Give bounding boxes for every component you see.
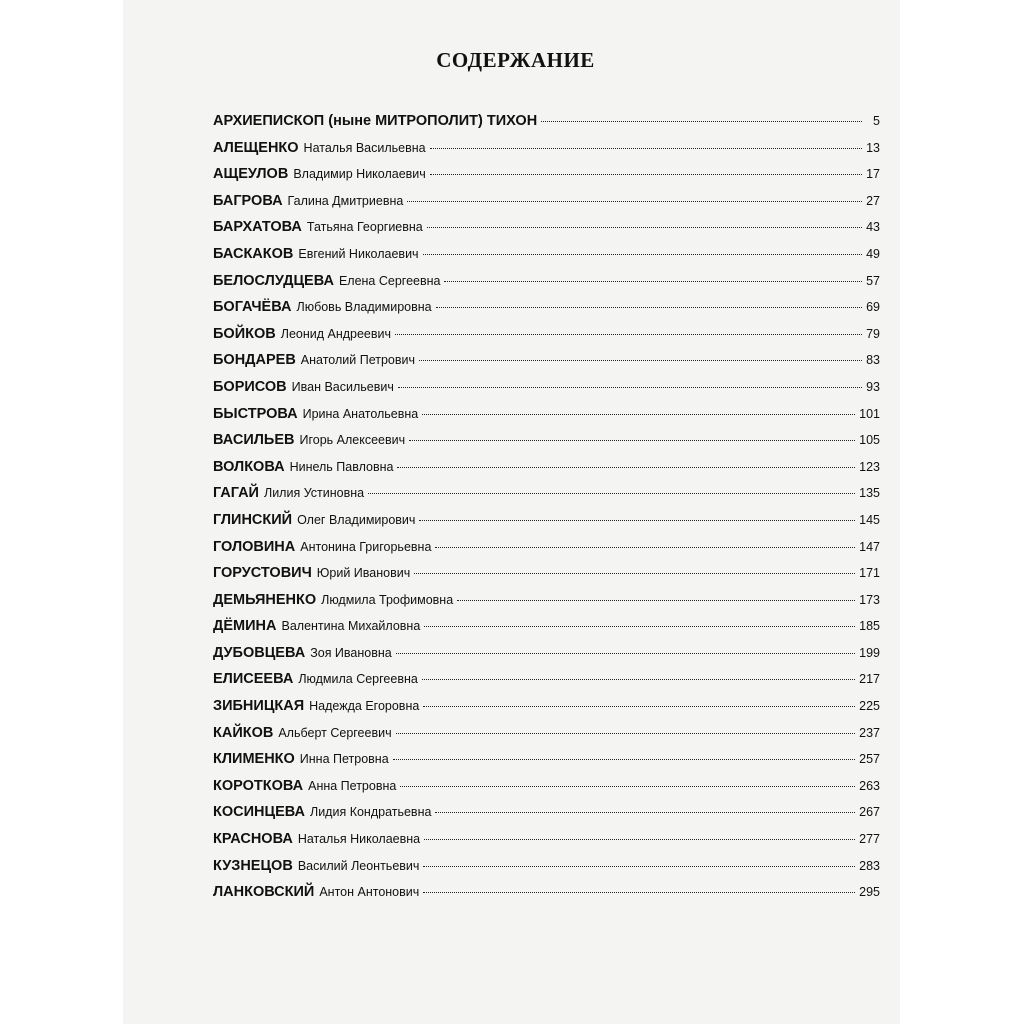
dot-leader	[424, 626, 855, 627]
dot-leader	[436, 307, 862, 308]
entry-page-number: 83	[866, 353, 880, 368]
entry-given-names: Елена Сергеевна	[338, 273, 441, 288]
entry-page-number: 237	[859, 725, 880, 740]
page-title: СОДЕРЖАНИЕ	[436, 48, 595, 72]
entry-surname: ДУБОВЦЕВА	[213, 644, 306, 661]
entry-surname: БЫСТРОВА	[213, 405, 298, 422]
entry-given-names: Ирина Анатольевна	[302, 406, 419, 421]
entry-given-names: Владимир Николаевич	[293, 167, 426, 182]
entry-surname: ГОРУСТОВИЧ	[213, 565, 312, 582]
dot-leader	[409, 440, 855, 441]
toc-entry	[213, 379, 880, 406]
toc-entry	[213, 193, 880, 220]
dot-leader	[422, 679, 855, 680]
entry-page-number: 17	[866, 167, 880, 182]
toc-entry	[213, 299, 880, 326]
toc-entry	[213, 698, 880, 725]
entry-surname: КУЗНЕЦОВ	[213, 857, 293, 874]
toc-entry	[213, 485, 880, 512]
entry-given-names: Игорь Алексеевич	[299, 433, 406, 448]
entry-surname: ЗИБНИЦКАЯ	[213, 698, 305, 715]
entry-given-names: Антон Антонович	[319, 885, 420, 900]
entry-page-number: 13	[866, 140, 880, 155]
entry-surname: КОРОТКОВА	[213, 777, 304, 794]
entry-page-number: 147	[859, 539, 880, 554]
entry-page-number: 93	[866, 379, 880, 394]
entry-surname: БАГРОВА	[213, 192, 283, 209]
dot-leader	[407, 201, 862, 202]
toc-entry	[213, 326, 880, 353]
dot-leader	[396, 733, 856, 734]
entry-surname: БОНДАРЕВ	[213, 352, 296, 369]
dot-leader	[435, 812, 855, 813]
dot-leader	[368, 493, 855, 494]
entry-given-names: Альберт Сергеевич	[278, 725, 392, 740]
entry-surname: ЕЛИСЕЕВА	[213, 671, 294, 688]
toc-entry	[213, 246, 880, 273]
toc-entry	[213, 219, 880, 246]
dot-leader	[398, 387, 862, 388]
dot-leader	[396, 653, 855, 654]
entry-page-number: 171	[859, 566, 880, 581]
entry-surname: АЛЕЩЕНКО	[213, 139, 299, 156]
dot-leader	[423, 866, 855, 867]
entry-surname: ГОЛОВИНА	[213, 538, 296, 555]
entry-given-names: Валентина Михайловна	[281, 619, 421, 634]
entry-page-number: 5	[873, 114, 880, 128]
entry-given-names: Наталья Васильевна	[303, 140, 426, 155]
entry-surname: КОСИНЦЕВА	[213, 804, 305, 821]
toc-entry	[213, 884, 880, 911]
entry-page-number: 79	[866, 326, 880, 341]
dot-leader	[419, 360, 862, 361]
entry-page-number: 185	[859, 619, 880, 634]
toc-entry	[213, 406, 880, 433]
entry-given-names: Наталья Николаевна	[297, 832, 421, 847]
entry-page-number: 295	[859, 885, 880, 900]
entry-page-number: 225	[859, 699, 880, 714]
entry-given-names: Зоя Ивановна	[310, 645, 392, 660]
entry-given-names: Евгений Николаевич	[298, 246, 419, 261]
entry-page-number: 49	[866, 246, 880, 261]
toc-entry	[213, 459, 880, 486]
dot-leader	[395, 334, 862, 335]
dot-leader	[414, 573, 855, 574]
entry-surname: БОРИСОВ	[213, 378, 287, 395]
entry-given-names: Леонид Андреевич	[280, 326, 392, 341]
toc-entry	[213, 512, 880, 539]
entry-page-number: 267	[859, 805, 880, 820]
entry-given-names: Олег Владимирович	[297, 512, 416, 527]
entry-page-number: 69	[866, 300, 880, 315]
dot-leader	[541, 121, 862, 122]
entry-page-number: 263	[859, 778, 880, 793]
toc-entry	[213, 273, 880, 300]
dot-leader	[419, 520, 855, 521]
toc-entry	[213, 725, 880, 752]
entry-surname: КЛИМЕНКО	[213, 751, 295, 768]
entry-page-number: 27	[866, 193, 880, 208]
entry-given-names: Лилия Устиновна	[263, 486, 365, 501]
dot-leader	[424, 839, 855, 840]
entry-page-number: 217	[859, 672, 880, 687]
entry-page-number: 257	[859, 752, 880, 767]
entry-surname: БЕЛОСЛУДЦЕВА	[213, 272, 334, 289]
toc-entry	[213, 645, 880, 672]
entry-page-number: 199	[859, 645, 880, 660]
entry-surname: БОГАЧЁВА	[213, 299, 292, 316]
entry-page-number: 135	[859, 486, 880, 501]
toc-entry	[213, 592, 880, 619]
entry-surname: АРХИЕПИСКОП (ныне МИТРОПОЛИТ) ТИХОН	[213, 113, 538, 129]
entry-given-names: Галина Дмитриевна	[287, 193, 404, 208]
entry-given-names: Лидия Кондратьевна	[309, 805, 432, 820]
toc-entry	[213, 432, 880, 459]
entry-given-names: Людмила Трофимовна	[321, 592, 454, 607]
toc-entry	[213, 618, 880, 645]
entry-given-names: Татьяна Георгиевна	[306, 220, 423, 235]
entry-page-number: 57	[866, 273, 880, 288]
entry-given-names: Надежда Егоровна	[309, 699, 420, 714]
entry-given-names: Инна Петровна	[299, 752, 389, 767]
entry-page-number: 105	[859, 433, 880, 448]
entry-page-number: 173	[859, 592, 880, 607]
entry-page-number: 283	[859, 858, 880, 873]
entry-given-names: Нинель Павловна	[289, 459, 394, 474]
dot-leader	[444, 281, 862, 282]
entry-given-names: Анна Петровна	[308, 778, 397, 793]
entry-page-number: 43	[866, 220, 880, 235]
entry-page-number: 101	[859, 406, 880, 421]
toc-entry	[213, 565, 880, 592]
entry-surname: БАСКАКОВ	[213, 245, 294, 262]
dot-leader	[457, 600, 855, 601]
entry-given-names: Антонина Григорьевна	[300, 539, 432, 554]
entry-surname: КРАСНОВА	[213, 831, 293, 848]
entry-surname: БАРХАТОВА	[213, 219, 302, 236]
entry-given-names: Людмила Сергеевна	[298, 672, 418, 687]
dot-leader	[423, 706, 855, 707]
dot-leader	[397, 467, 855, 468]
entry-surname: ВАСИЛЬЕВ	[213, 432, 295, 449]
dot-leader	[430, 148, 862, 149]
entry-given-names: Иван Васильевич	[291, 379, 394, 394]
toc-entry	[213, 778, 880, 805]
entry-surname: КАЙКОВ	[213, 724, 274, 741]
toc-entry	[213, 804, 880, 831]
toc-entry	[213, 831, 880, 858]
entry-page-number: 123	[859, 459, 880, 474]
dot-leader	[400, 786, 855, 787]
entry-surname: ЛАНКОВСКИЙ	[213, 884, 315, 901]
toc-entry	[213, 352, 880, 379]
entry-surname: ВОЛКОВА	[213, 458, 285, 475]
dot-leader	[393, 759, 855, 760]
book-page	[123, 0, 900, 1024]
dot-leader	[430, 174, 862, 175]
entry-surname: БОЙКОВ	[213, 325, 276, 342]
entry-surname: ГАГАЙ	[213, 485, 259, 502]
toc-entry	[213, 140, 880, 167]
entry-surname: ДЁМИНА	[213, 618, 277, 635]
dot-leader	[435, 547, 855, 548]
entry-given-names: Василий Леонтьевич	[297, 858, 420, 873]
toc-entry	[213, 113, 880, 140]
dot-leader	[427, 227, 862, 228]
toc-entry	[213, 858, 880, 885]
entry-given-names: Юрий Иванович	[316, 566, 411, 581]
toc-entry	[213, 166, 880, 193]
entry-given-names: Любовь Владимировна	[296, 300, 432, 315]
entry-given-names: Анатолий Петрович	[300, 353, 415, 368]
dot-leader	[422, 414, 855, 415]
toc-entry	[213, 539, 880, 566]
dot-leader	[423, 892, 855, 893]
entry-page-number: 145	[859, 512, 880, 527]
entry-surname: ДЕМЬЯНЕНКО	[213, 591, 317, 608]
toc-entry	[213, 751, 880, 778]
dot-leader	[423, 254, 862, 255]
table-of-contents	[213, 113, 880, 911]
entry-surname: ГЛИНСКИЙ	[213, 511, 293, 528]
entry-surname: АЩЕУЛОВ	[213, 166, 289, 183]
toc-entry	[213, 671, 880, 698]
entry-page-number: 277	[859, 832, 880, 847]
